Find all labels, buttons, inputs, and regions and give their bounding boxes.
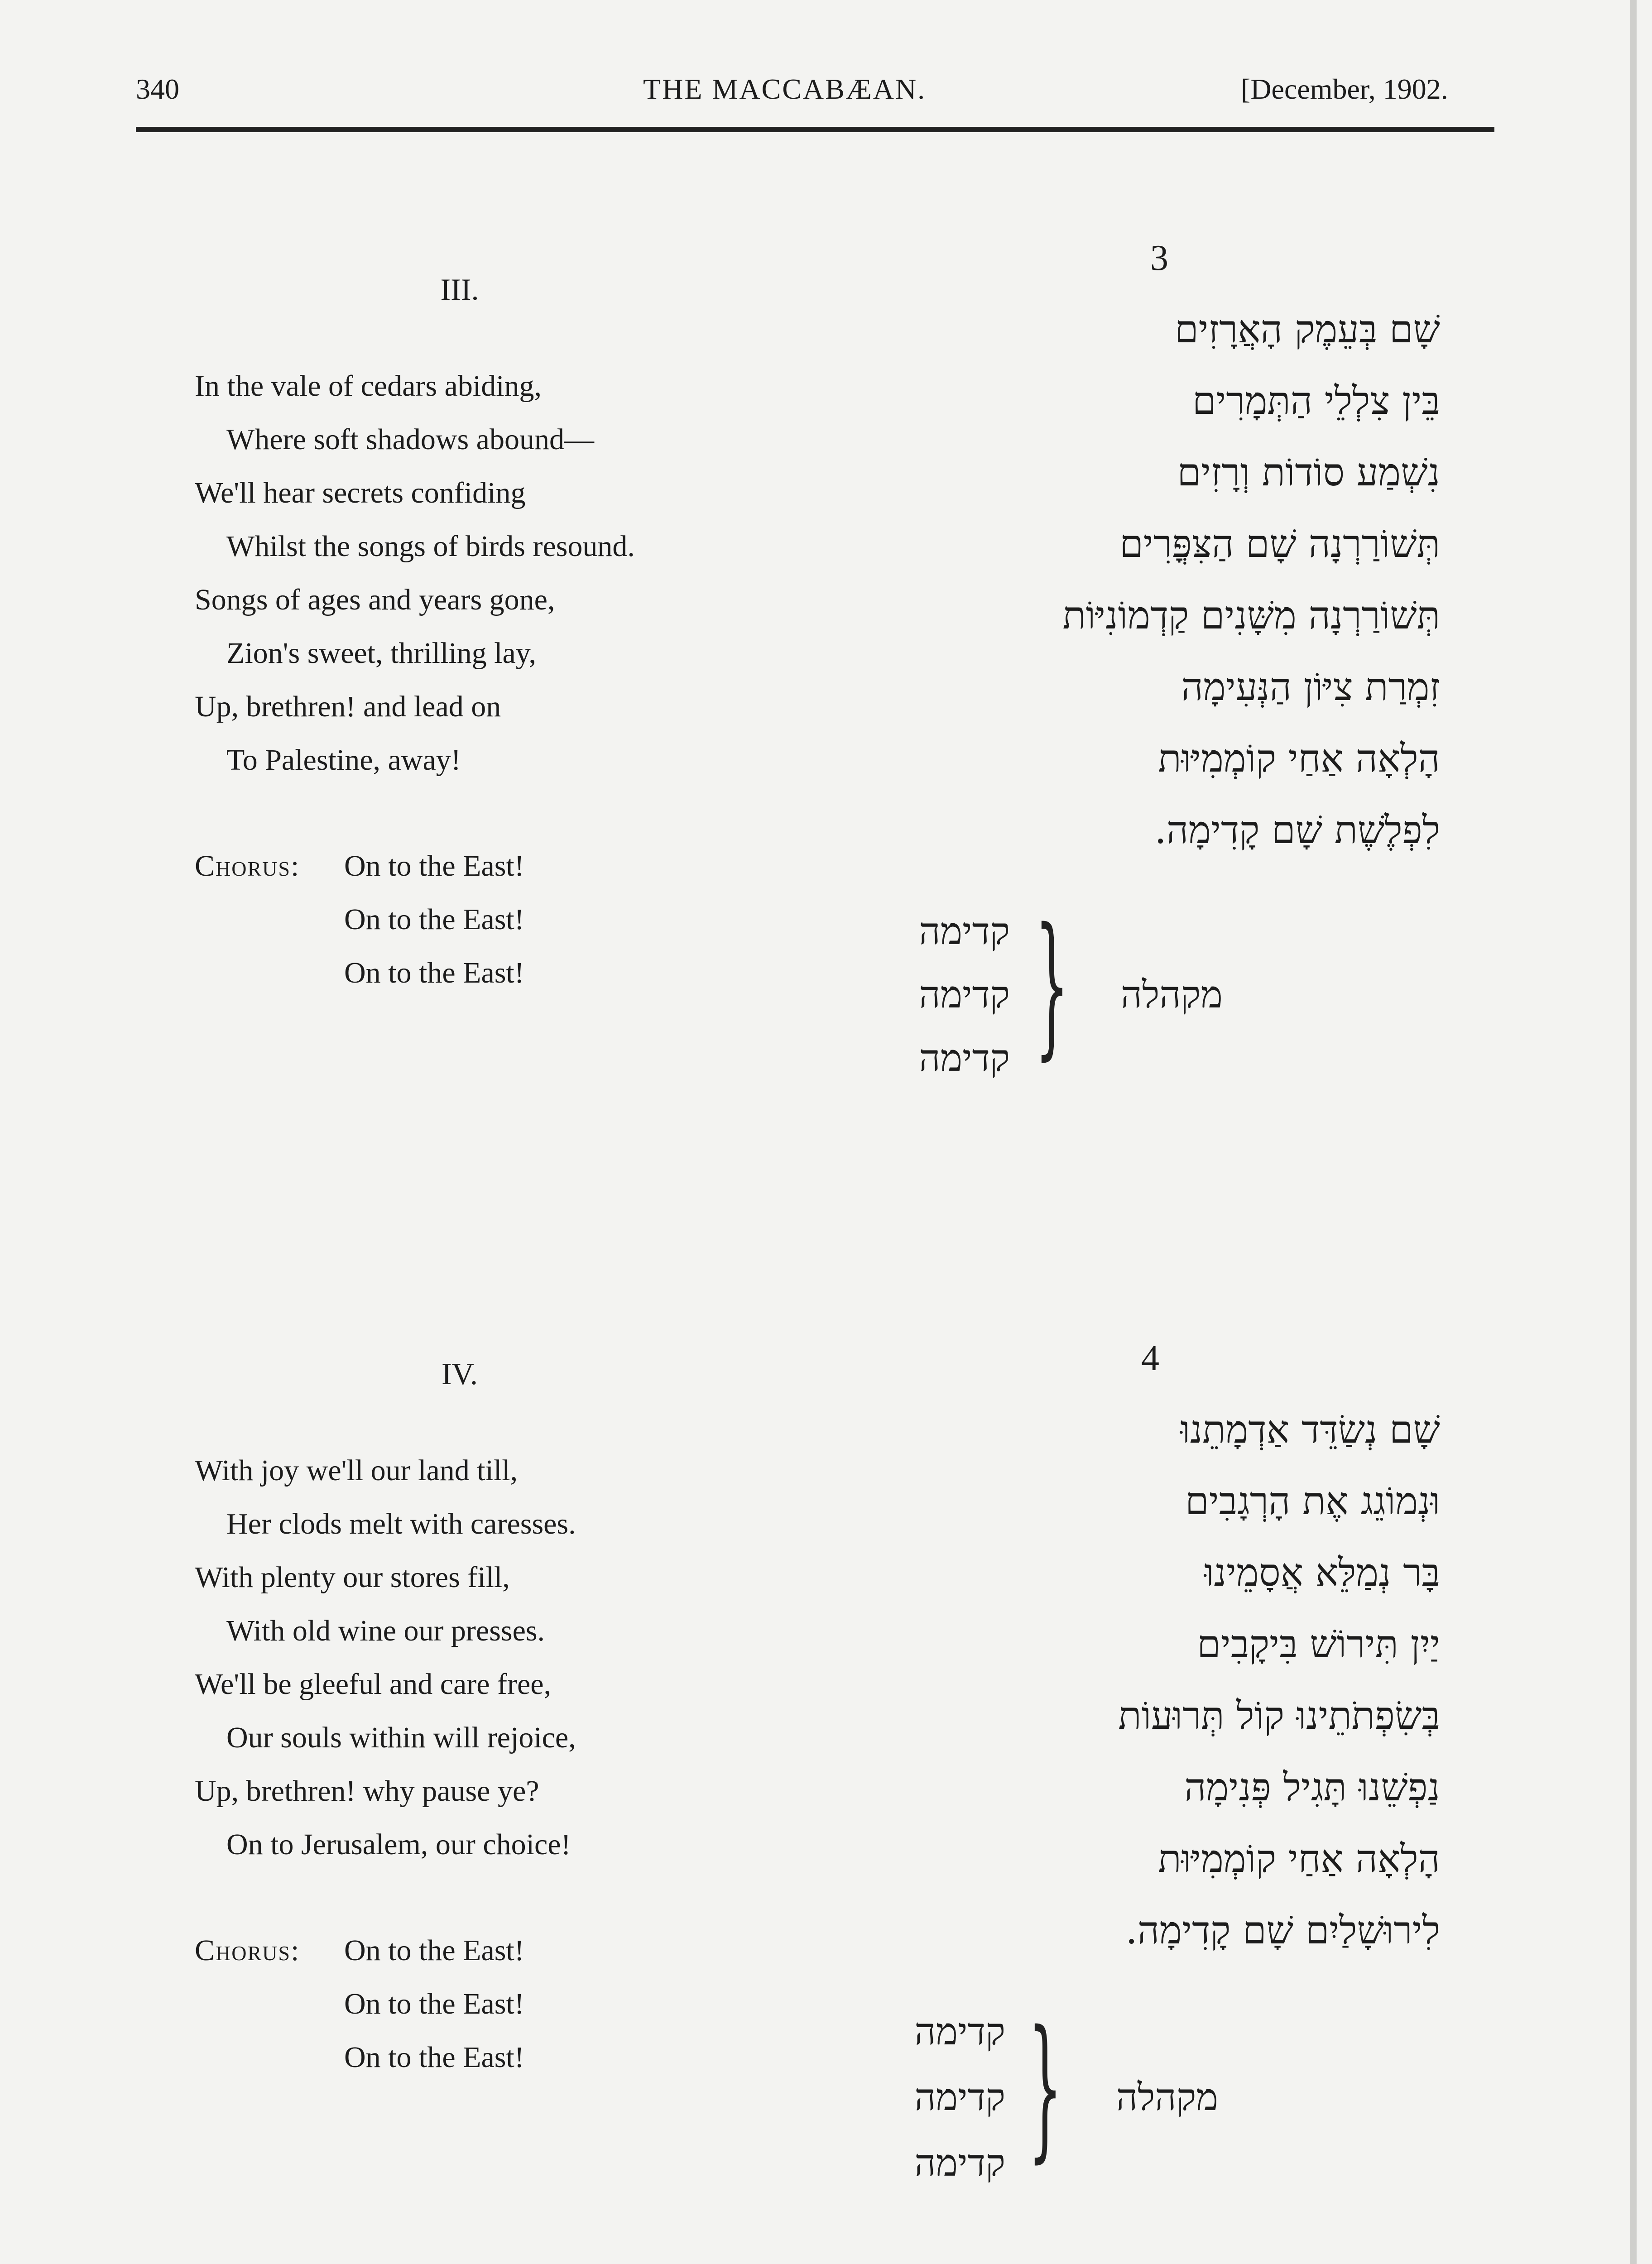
stanza-iv-chorus-line: On to the East! — [344, 1987, 524, 2020]
stanza-iii-line: Whilst the songs of birds resound. — [226, 530, 635, 563]
stanza-iii-line: In the vale of cedars abiding, — [195, 369, 542, 403]
stanza-iii-line: To Palestine, away! — [226, 743, 461, 777]
stanza-iii-line: Zion's sweet, thrilling lay, — [226, 637, 537, 670]
hebrew-4-line: הָלְאָה אַחַי קוֹמְמִיּוּת — [1158, 1837, 1440, 1881]
stanza-iv-line: Her clods melt with caresses. — [226, 1507, 576, 1540]
hebrew-3-line: נִשְׁמַע סוֹדוֹת וְרָזִים — [1177, 450, 1440, 494]
stanza-iv-line: With plenty our stores fill, — [195, 1561, 510, 1594]
scan-edge — [1630, 0, 1637, 2264]
hebrew-3-line: זִמְרַת צִיּוֹן הַנְּעִימָה — [1181, 665, 1440, 709]
stanza-iv-line: With joy we'll our land till, — [195, 1454, 518, 1487]
hebrew-4-line: שָׁם נְשַׂדֵּד אַדְמָתֵנוּ — [1180, 1407, 1440, 1452]
stanza-iv-chorus-line: On to the East! — [344, 2041, 524, 2074]
hebrew-3-line: תְּשׁוֹרַרְנָה מִשָּׁנִים קַדְמוֹנִיּוֹת — [1062, 593, 1440, 638]
stanza-iv-chorus-label: Chorus: — [195, 1934, 300, 1967]
hebrew-3-line: הָלְאָה אַחַי קוֹמְמִיּוּת — [1158, 736, 1440, 781]
hebrew-4-line: יַיִן תִּירוֹשׁ בִּיקָבִים — [1197, 1622, 1440, 1666]
running-date: [December, 1902. — [1241, 73, 1448, 105]
stanza-iv-line: With old wine our presses. — [226, 1614, 545, 1647]
hebrew-3-line: תְּשׁוֹרַרְנָה שָׁם הַצִּפֳּרִים — [1119, 522, 1440, 566]
hebrew-3-chorus-label: מקהלה — [1120, 974, 1223, 1017]
hebrew-4-line: נַפְשֵׁנוּ תָּגִיל פְּנִימָה — [1184, 1765, 1440, 1809]
hebrew-3-brace: } — [1035, 895, 1069, 1074]
hebrew-3-line: שָׁם בְּעֵמֶק הָאֲרָזִים — [1175, 307, 1440, 351]
stanza-iii-numeral: III. — [440, 272, 479, 307]
stanza-iii-line: Where soft shadows abound— — [226, 423, 594, 456]
hebrew-4-line: בָּר נְמַלֵּא אֲסָמֵינוּ — [1204, 1550, 1440, 1595]
stanza-iv-line: We'll be gleeful and care free, — [195, 1668, 552, 1701]
stanza-iv-line: Up, brethren! why pause ye? — [195, 1775, 539, 1808]
hebrew-3-line: בֵּין צִלְלֵי הַתְּמָרִים — [1192, 379, 1440, 423]
stanza-iii-line: Songs of ages and years gone, — [195, 583, 555, 616]
stanza-iii-chorus-line: On to the East! — [344, 903, 524, 936]
stanza-iv-numeral: IV. — [442, 1357, 478, 1391]
stanza-iv-line: Our souls within will rejoice, — [226, 1721, 576, 1754]
hebrew-4-chorus-label: מקהלה — [1116, 2076, 1218, 2119]
stanza-iv-chorus-line: On to the East! — [344, 1934, 524, 1967]
hebrew-4-brace: } — [1028, 1998, 1062, 2177]
stanza-iii-line: We'll hear secrets confiding — [195, 476, 526, 509]
stanza-iii-chorus-label: Chorus: — [195, 849, 300, 883]
hebrew-3-number: 3 — [1150, 238, 1168, 278]
hebrew-4-line: וּנְמוֹגֵג אֶת הָרְגָבִים — [1185, 1479, 1440, 1523]
stanza-iii-line: Up, brethren! and lead on — [195, 690, 501, 723]
hebrew-4-chorus-word: קדימה — [914, 2010, 1005, 2053]
page-number: 340 — [136, 73, 179, 105]
hebrew-4-chorus-word: קדימה — [914, 2142, 1005, 2185]
hebrew-4-line: לִירוּשָׁלַיִם שָׁם קָדִימָה. — [1125, 1908, 1440, 1952]
stanza-iii-chorus-line: On to the East! — [344, 849, 524, 883]
hebrew-4-line: בְּשִׂפְתֹתֵינוּ קוֹל תְּרוּעוֹת — [1118, 1693, 1440, 1738]
header-rule — [136, 127, 1494, 132]
hebrew-3-chorus-word: קדימה — [919, 974, 1010, 1017]
stanza-iv-line: On to Jerusalem, our choice! — [226, 1828, 571, 1861]
hebrew-3-chorus-word: קדימה — [919, 910, 1010, 953]
running-title: THE MACCABÆAN. — [643, 73, 927, 105]
hebrew-3-line: לִפְלֶשֶׁת שָׁם קָדִימָה. — [1154, 808, 1440, 852]
hebrew-4-chorus-word: קדימה — [914, 2076, 1005, 2119]
hebrew-3-chorus-word: קדימה — [919, 1037, 1010, 1080]
hebrew-4-number: 4 — [1141, 1338, 1159, 1378]
stanza-iii-chorus-line: On to the East! — [344, 956, 524, 989]
